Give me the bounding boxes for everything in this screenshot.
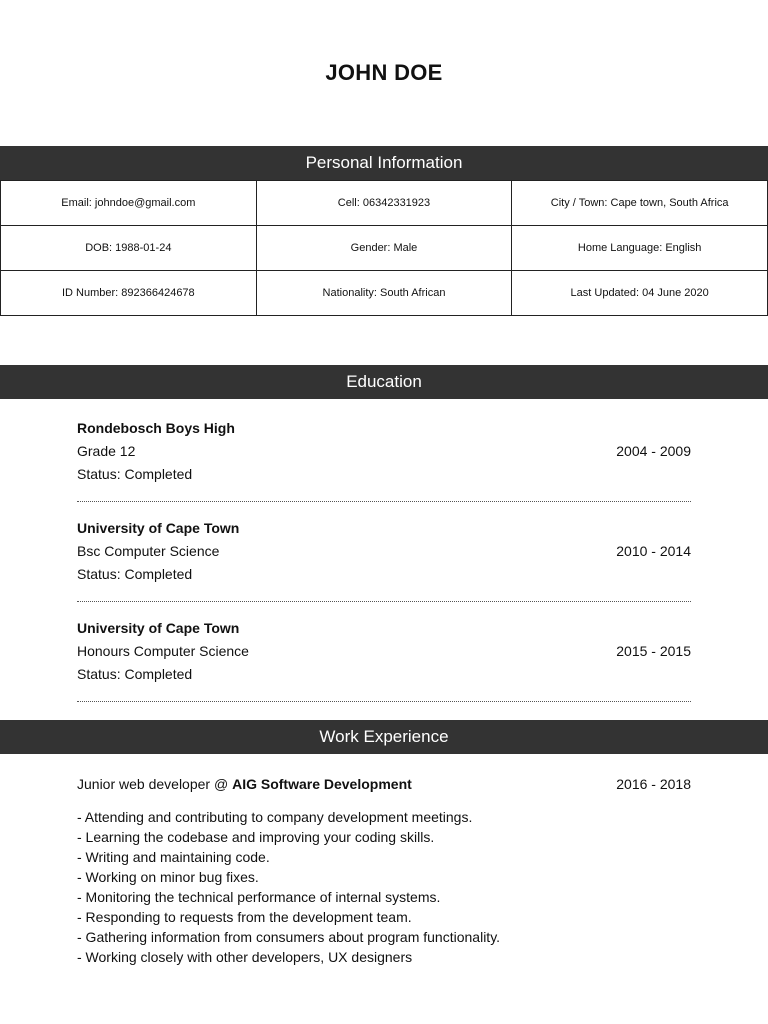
job-role: Junior web developer @ bbox=[77, 776, 233, 792]
qualification: Bsc Computer Science bbox=[77, 543, 220, 559]
list-item: - Gathering information from consumers about program functionality. bbox=[77, 929, 501, 945]
section-header-work-experience: Work Experience bbox=[0, 720, 768, 754]
qualification: Honours Computer Science bbox=[77, 643, 249, 659]
id-number-cell: ID Number: 892366424678 bbox=[1, 271, 257, 316]
company-name: AIG Software Development bbox=[232, 776, 412, 792]
work-entry-heading bbox=[77, 773, 691, 795]
table-row bbox=[1, 226, 768, 271]
resume-name: JOHN DOE bbox=[325, 60, 443, 85]
list-item: - Working on minor bug fixes. bbox=[77, 869, 259, 885]
list-item: - Responding to requests from the development team. bbox=[77, 909, 412, 925]
email-cell: Email: johndoe@gmail.com bbox=[1, 181, 257, 226]
education-years: 2010 - 2014 bbox=[616, 543, 691, 559]
gender-cell: Gender: Male bbox=[256, 226, 512, 271]
education-status: Status: Completed bbox=[77, 466, 193, 482]
section-header-education: Education bbox=[0, 365, 768, 399]
table-row bbox=[1, 271, 768, 316]
work-years: 2016 - 2018 bbox=[616, 776, 691, 792]
nationality-cell: Nationality: South African bbox=[256, 271, 512, 316]
section-header-personal-information: Personal Information bbox=[0, 146, 768, 180]
cell-number-cell: Cell: 06342331923 bbox=[256, 181, 512, 226]
education-entry bbox=[77, 517, 691, 602]
education-years: 2015 - 2015 bbox=[616, 643, 691, 659]
dob-cell: DOB: 1988-01-24 bbox=[1, 226, 257, 271]
list-item: - Writing and maintaining code. bbox=[77, 849, 270, 865]
home-language-cell: Home Language: English bbox=[512, 226, 768, 271]
school-name: University of Cape Town bbox=[77, 620, 240, 636]
school-name: University of Cape Town bbox=[77, 520, 240, 536]
city-cell: City / Town: Cape town, South Africa bbox=[512, 181, 768, 226]
education-status: Status: Completed bbox=[77, 666, 193, 682]
list-item: - Learning the codebase and improving your coding skills. bbox=[77, 829, 435, 845]
list-item: - Working closely with other developers, UX designers bbox=[77, 949, 413, 965]
list-item: - Attending and contributing to company development meetings. bbox=[77, 809, 473, 825]
education-entry bbox=[77, 617, 691, 702]
education-entry bbox=[77, 417, 691, 502]
qualification: Grade 12 bbox=[77, 443, 136, 459]
school-name: Rondebosch Boys High bbox=[77, 420, 235, 436]
education-years: 2004 - 2009 bbox=[616, 443, 691, 459]
personal-info-table bbox=[0, 180, 768, 316]
last-updated-cell: Last Updated: 04 June 2020 bbox=[512, 271, 768, 316]
education-status: Status: Completed bbox=[77, 566, 193, 582]
table-row bbox=[1, 181, 768, 226]
list-item: - Monitoring the technical performance of internal systems. bbox=[77, 889, 441, 905]
duties-list bbox=[77, 807, 691, 967]
